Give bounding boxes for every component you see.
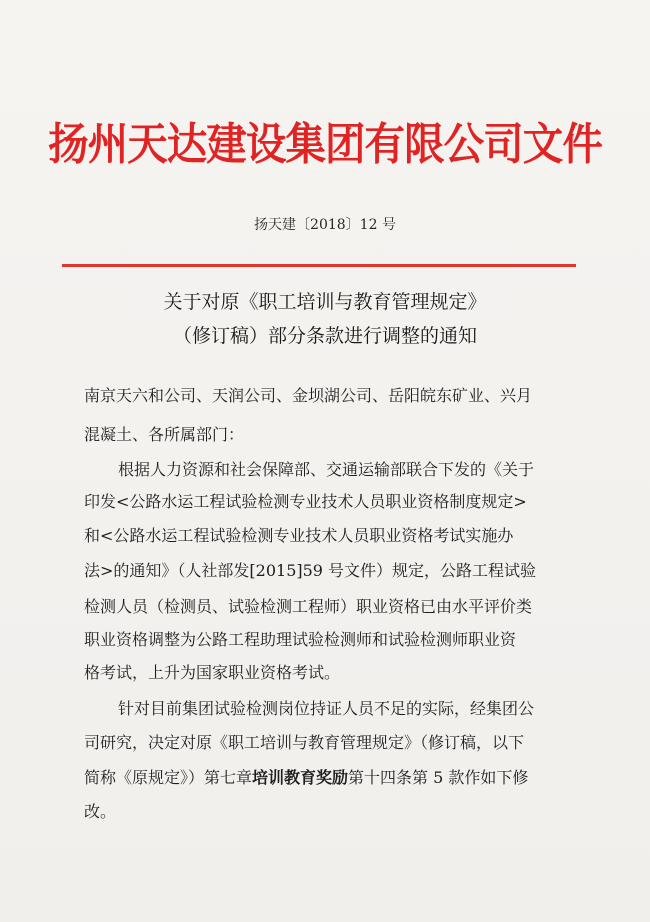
addressee-line-1: 南京天六和公司、天润公司、金坝湖公司、岳阳皖东矿业、兴月 (84, 386, 533, 405)
subject-line-2: （修订稿）部分条款进行调整的通知 (172, 325, 477, 347)
para2-line-2: 司研究，决定对原《职工培训与教育管理规定》（修订稿，以下 (84, 733, 525, 752)
para1-line-5: 检测人员（检测员、试验检测工程师）职业资格已由水平评价类 (84, 597, 533, 616)
para1-line-3: 和<公路水运工程试验检测专业技术人员职业资格考试实施办 (84, 526, 514, 545)
para2-line-3 (84, 765, 528, 788)
para2-line-1: 针对目前集团试验检测岗位持证人员不足的实际，经集团公 (118, 699, 535, 718)
para1-line-2: 印发<公路水运工程试验检测专业技术人员职业资格制度规定> (84, 492, 527, 511)
para2-line-4: 改。 (84, 802, 117, 821)
document-number: 扬天建〔2018〕12 号 (254, 217, 396, 233)
para2-line-3-pre: 简称《原规定》）第七章 (84, 768, 253, 787)
para1-line-7: 格考试，上升为国家职业资格考试。 (84, 663, 341, 682)
para1-line-1: 根据人力资源和社会保障部、交通运输部联合下发的《关于 (118, 460, 535, 479)
para2-line-3-post: 第十四条第 5 款作如下修 (348, 768, 529, 787)
document-header-title: 扬州天达建设集团有限公司文件 (48, 119, 602, 170)
subject-line-1: 关于对原《职工培训与教育管理规定》 (163, 291, 487, 313)
para1-line-6: 职业资格调整为公路工程助理试验检测师和试验检测师职业资 (84, 630, 517, 649)
addressee-line-2: 混凝土、各所属部门： (84, 425, 245, 444)
para2-line-3-bold: 培训教育奖励 (252, 768, 349, 787)
red-separator-line (62, 264, 576, 267)
para1-line-4: 法>的通知》（人社部发[2015]59 号文件）规定，公路工程试验 (84, 561, 537, 580)
